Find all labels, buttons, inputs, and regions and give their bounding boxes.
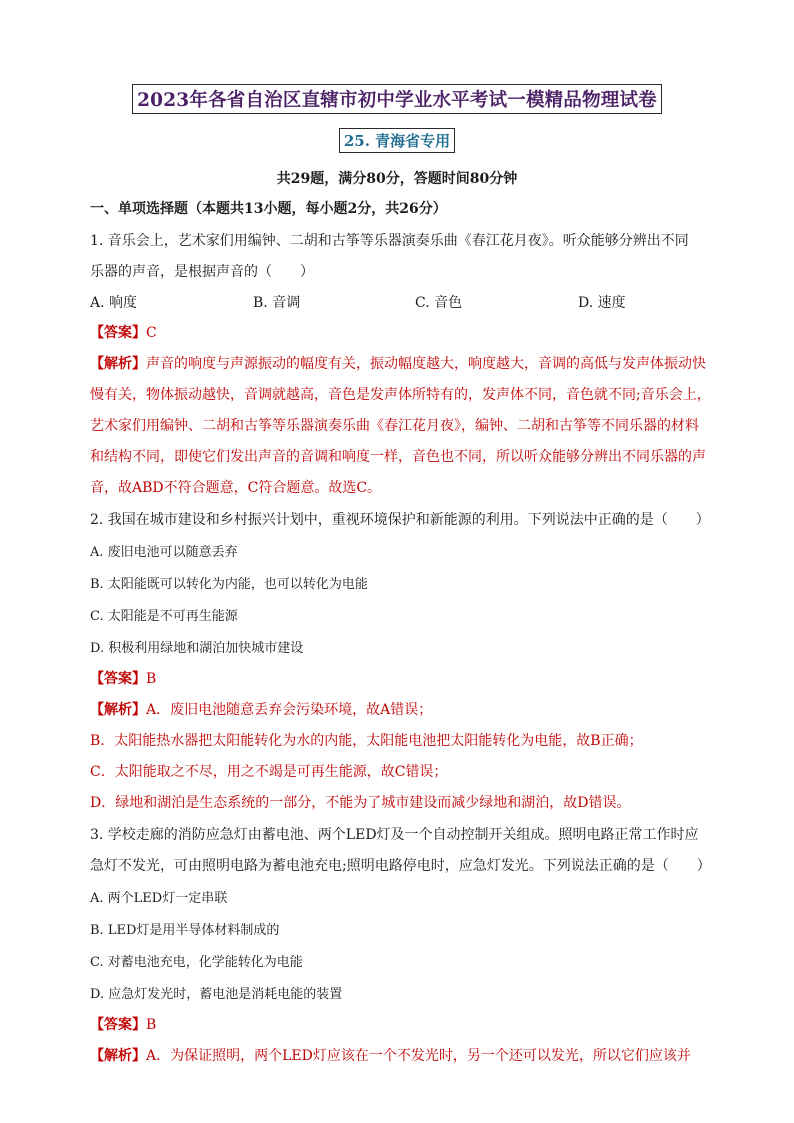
q2-analysis-line3: C．太阳能取之不尽，用之不竭是可再生能源，故C错误； [90, 764, 448, 780]
q1-option-a: A. 响度 [90, 295, 138, 311]
q1-answer [90, 322, 704, 342]
q1-options [90, 292, 704, 312]
q3-option-d: D. 应急灯发光时，蓄电池是消耗电能的装置 [90, 987, 343, 1002]
q3-option-c: C. 对蓄电池充电，化学能转化为电能 [90, 955, 303, 970]
q2-analysis-text1: A．废旧电池随意丢弃会污染环境，故A错误； [146, 702, 433, 718]
q1-analysis-text1: 声音的响度与声源振动的幅度有关，振动幅度越大，响度越大，音调的高低与发声体振动快 [146, 356, 706, 372]
q3-analysis-text1: A．为保证照明，两个LED灯应该在一个不发光时，另一个还可以发光，所以它们应该并 [146, 1048, 691, 1064]
q1-analysis-line1 [90, 353, 704, 373]
exam-subtitle: 25. 青海省专用 [339, 128, 455, 153]
q1-analysis-line4: 和结构不同，即使它们发出声音的音调和响度一样，音色也不同，所以听众能够分辨出不同乐器的声 [90, 449, 706, 465]
subtitle-wrap [0, 128, 794, 153]
q2-analysis-line4: D．绿地和湖泊是生态系统的一部分，不能为了城市建设而减少绿地和湖泊，故D错误。 [90, 795, 631, 811]
q1-answer-value: C [146, 325, 157, 341]
q2-option-a: A. 废旧电池可以随意丢弃 [90, 545, 238, 560]
q3-stem-line2: 急灯不发光，可由照明电路为蓄电池充电;照明电路停电时，应急灯发光。下列说法正确的是（ ） [90, 858, 711, 874]
q3-option-b: B. LED灯是用半导体材料制成的 [90, 923, 280, 938]
q2-option-d: D. 积极利用绿地和湖泊加快城市建设 [90, 641, 304, 656]
q3-option-a: A. 两个LED灯一定串联 [90, 891, 228, 906]
answer-tag: 【答案】 [90, 1017, 146, 1033]
q3-answer-value: B [146, 1017, 157, 1033]
analysis-tag: 【解析】 [90, 1048, 146, 1064]
q2-stem: 2. 我国在城市建设和乡村振兴计划中，重视环境保护和新能源的利用。下列说法中正确的是（ ） [90, 512, 710, 528]
title-wrap [0, 84, 794, 114]
answer-tag: 【答案】 [90, 671, 146, 687]
q2-analysis-line1 [90, 699, 704, 719]
q2-option-b: B. 太阳能既可以转化为内能，也可以转化为电能 [90, 577, 368, 592]
q1-analysis-line2: 慢有关，物体振动越快，音调就越高，音色是发声体所特有的，发声体不同，音色就不同;音乐会上， [90, 387, 711, 403]
analysis-tag: 【解析】 [90, 356, 146, 372]
q1-option-c: C. 音色 [415, 295, 463, 311]
section-title: 一、单项选择题（本题共13小题，每小题2分，共26分） [90, 201, 447, 217]
answer-tag: 【答案】 [90, 325, 146, 341]
analysis-tag: 【解析】 [90, 702, 146, 718]
q1-analysis-line5: 音，故ABD不符合题意，C符合题意。故选C。 [90, 480, 382, 496]
q1-analysis-line3: 艺术家们用编钟、二胡和古筝等乐器演奏乐曲《春江花月夜》，编钟、二胡和古筝等不同乐器的材料 [90, 418, 699, 434]
q1-stem-line2: 乐器的声音，是根据声音的（ ） [90, 264, 314, 280]
q1-stem-line1: 1. 音乐会上，艺术家们用编钟、二胡和古筝等乐器演奏乐曲《春江花月夜》。听众能够分辨出不同 [90, 233, 689, 249]
q2-answer [90, 668, 704, 688]
exam-meta: 共29题，满分80分，答题时间80分钟 [276, 171, 518, 187]
q3-analysis-line1 [90, 1045, 704, 1065]
q1-option-b: B. 音调 [253, 295, 301, 311]
q2-answer-value: B [146, 671, 157, 687]
exam-title: 2023年各省自治区直辖市初中学业水平考试一模精品物理试卷 [132, 84, 662, 114]
q2-option-c: C. 太阳能是不可再生能源 [90, 609, 238, 624]
q2-analysis-line2: B．太阳能热水器把太阳能转化为水的内能，太阳能电池把太阳能转化为电能，故B正确； [90, 733, 643, 749]
q3-stem-line1: 3. 学校走廊的消防应急灯由蓄电池、两个LED灯及一个自动控制开关组成。照明电路正常工作时应 [90, 827, 699, 843]
q3-answer [90, 1014, 704, 1034]
q1-option-d: D. 速度 [578, 295, 626, 311]
